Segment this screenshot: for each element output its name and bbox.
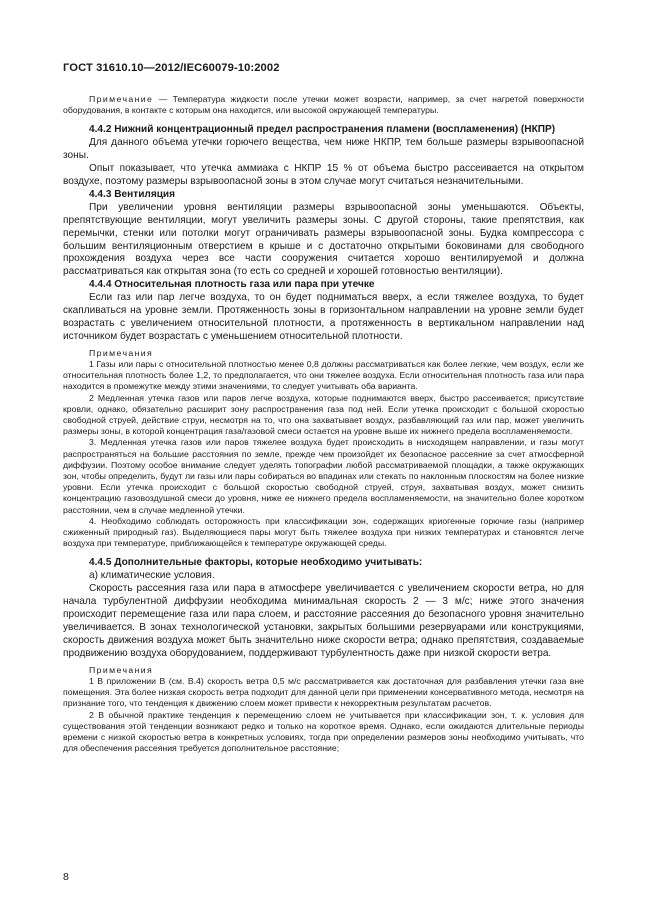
note-item: 3. Медленная утечка газов или паров тяжелее воздуха будет происходить в нисходящем направлении, и газы могут распространяться на большие расстояния по земле, прежде чем произойдет их безопасное рассеяние за счет атмосферной диффузии. Поэтому особое внимание следует уделять топографии любой рассматриваемой площадки, а также окружающих зон, чтобы определить, будут ли газы или пары собираться во впадинах или стекать по наклонным плоскостям на более низкие уровни. Если утечка происходит с большой скоростью свободной струей, струя, захватывая воздух, может снизить концентрацию газовоздушной смеси до уровня, ниже ее нижнего предела воспламеняемости, на значительно более коротком расстоянии, чем в случае медленной утечки. — [63, 437, 584, 515]
note-text: — Температура жидкости после утечки может возрасти, например, за счет нагретой поверхности оборудования, в контакте с которым она находится, или высокой окружающей температуры. — [63, 94, 584, 116]
paragraph: Опыт показывает, что утечка аммиака с НКПР 15 % от объема быстро рассеивается на открытом воздухе, поэтому размеры взрывоопасной зоны в этом случае могут считаться незначительными. — [63, 163, 584, 188]
page-number: 8 — [63, 871, 69, 883]
paragraph: Для данного объема утечки горючего вещества, чем ниже НКПР, тем больше размеры взрывоопасной зоны. — [63, 137, 584, 162]
paragraph: Если газ или пар легче воздуха, то он будет подниматься вверх, а если тяжелее воздуха, то будет скапливаться на уровне земли. Протяженность зоны в горизонтальном направлении на уровне земли будет возрастать с увеличением относительной плотности, а протяженность в вертикальном направлении над источником будет возрастать с уменьшением относительной плотности. — [63, 292, 584, 342]
note-item: 2 В обычной практике тенденция к перемещению слоем не учитывается при классификации зон, т. к. условия для существования этой тенденции возникают редко и только на короткое время. Однако, если ожидаются длительные периоды времени с низкой скоростью ветра в конкретных условиях, тогда при определении размеров зоны необходимо учитывать, что для обеспечения рассеяния требуется дополнительное расстояние; — [63, 709, 584, 754]
section-heading-4-4-4: 4.4.4 Относительная плотность газа или пара при утечке — [89, 279, 375, 291]
note-label: Примечание — [89, 94, 154, 104]
note-item: 2 Медленная утечка газов или паров легче воздуха, которые поднимаются вверх, быстро рассеивается; присутствие кровли, однако, обязательно расширит зону распространения газа под ней. Если утечка происходит с большой скоростью свободной струей, действие струи, несмотря на то, что она захватывает воздух, разбавляющий газ или пар, может увеличить размеры зоны, в которой концентрация газа/газовой смеси остается на уровне выше их нижнего предела воспламеняемости. — [63, 392, 584, 437]
document-header: ГОСТ 31610.10—2012/IEC60079-10:2002 — [63, 62, 280, 74]
paragraph: Скорость рассеяния газа или пара в атмосфере увеличивается с увеличением скорости ветра, но для начала турбулентной диффузии необходима минимальная скорость 2 — 3 м/с; ниже этого значения происходит перемещение газа или пара слоем, и расстояние рассеяния до безопасного уровня значительно увеличивается. В зонах технологической установки, закрытых большими резервуарами или конструкциями, скорость движения воздуха может быть значительно ниже скорости ветра; однако препятствия, создаваемые продвижению воздуха оборудованием, поддерживают турбулентность даже при низкой скорости ветра. — [63, 583, 584, 659]
section-heading-4-4-3: 4.4.3 Вентиляция — [89, 188, 176, 200]
paragraph: При увеличении уровня вентиляции размеры взрывоопасной зоны уменьшаются. Объекты, препятствующие вентиляции, могут увеличить размеры зоны. С другой стороны, такие препятствия, как перемычки, стенки или потолки могут ограничивать размеры взрывоопасной зоны. Будка компрессора с большим вентиляционным отверстием в крыше и с достаточно открытыми боковинами для свободного прохождения воздуха через все части сооружения считается хорошо вентилируемой и должна рассматриваться как открытая зона (то есть со средней и хорошей готовностью вентиляции). — [63, 201, 584, 278]
note-item: 4. Необходимо соблюдать осторожность при классификации зон, содержащих криогенные горючие газы (например сжиженный природный газ). Выделяющиеся пары могут быть тяжелее воздуха при низких температурах и становятся легче воздуха при температуре, приближающейся к температуре окружающей среды. — [63, 515, 584, 549]
list-item-a: а) климатические условия. — [89, 570, 215, 582]
notes-label: Примечания — [89, 664, 154, 675]
note-top — [63, 94, 584, 116]
page-content — [63, 94, 584, 754]
note-item: 1 Газы или пары с относительной плотностью менее 0,8 должны рассматриваться как более легкие, чем воздух, если же относительная плотность более 1,2, то предполагается, что они тяжелее воздуха. Если относительная плотность газа или пара находится в промежутке между этими значениями, то следует учитывать оба варианта. — [63, 359, 584, 392]
notes-label: Примечания — [89, 347, 154, 358]
note-item: 1 В приложении В (см. В.4) скорость ветра 0,5 м/с рассматривается как достаточная для разбавления утечки газа вне помещения. Эта более низкая скорость ветра подходит для данной цели при применении консервативного метода, несмотря на признание того, что тенденция к движению слоем может привести к некорректным результатам расчетов. — [63, 675, 584, 709]
section-heading-4-4-5: 4.4.5 Дополнительные факторы, которые необходимо учитывать: — [89, 557, 423, 569]
section-heading-4-4-2: 4.4.2 Нижний концентрационный предел распространения пламени (воспламенения) (НКПР) — [89, 124, 556, 136]
